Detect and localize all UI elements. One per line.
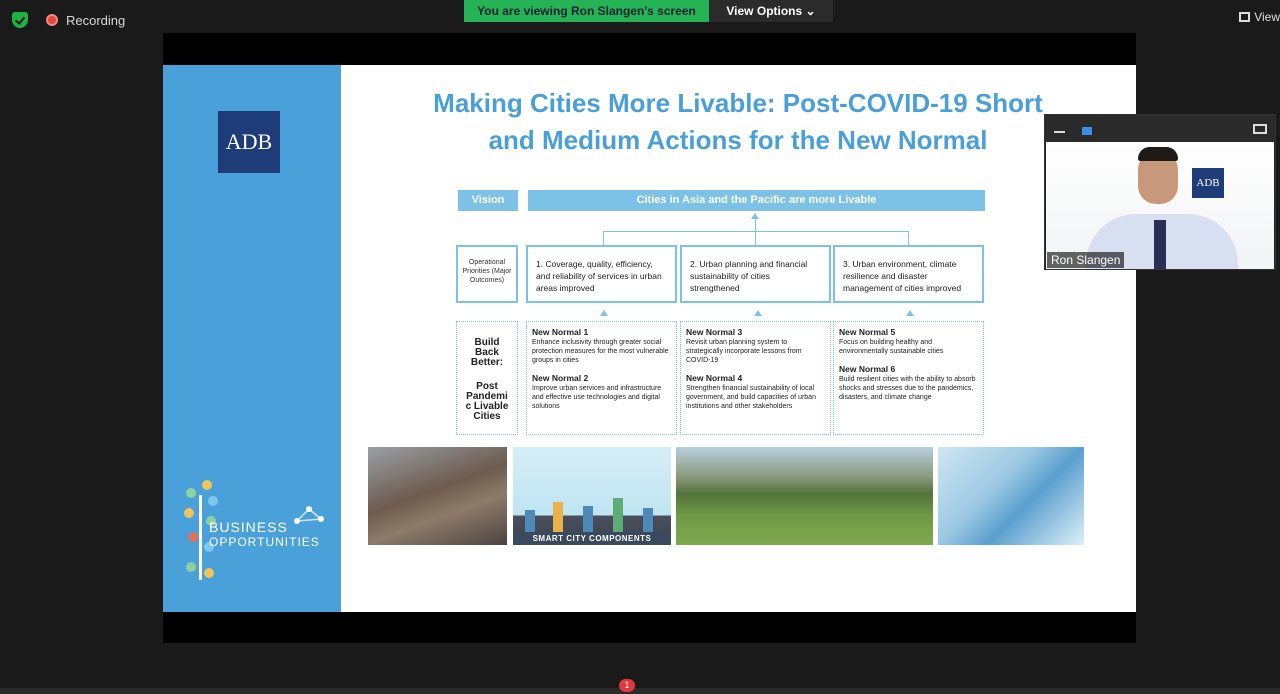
city-aerial-photo xyxy=(368,447,507,545)
new-normal-box-3 xyxy=(833,321,984,435)
network-icon xyxy=(291,501,327,531)
view-button-label: View xyxy=(1254,10,1280,24)
bbb-label-2: Post Pandemi c Livable Cities xyxy=(465,381,509,422)
nn5-text: Focus on building healthy and environmentally sustainable cities xyxy=(839,339,944,355)
vision-statement: Cities in Asia and the Pacific are more Livable xyxy=(528,190,985,211)
view-button[interactable] xyxy=(1239,10,1280,24)
slide-title-line-2: and Medium Actions for the New Normal xyxy=(488,125,988,155)
building-shape xyxy=(613,498,623,532)
nn2-heading: New Normal 2 xyxy=(532,373,589,383)
nn6-heading: New Normal 6 xyxy=(839,364,896,374)
meeting-topbar xyxy=(0,0,1280,36)
slide-sidebar xyxy=(163,65,341,612)
arrow-up-icon xyxy=(906,310,914,316)
tagline-line-2: OPPORTUNITIES xyxy=(209,535,320,549)
building-shape xyxy=(643,508,653,532)
building-shape xyxy=(525,510,535,532)
person-tie xyxy=(1154,220,1166,269)
slide-title xyxy=(353,85,1123,159)
connector-line xyxy=(755,231,756,245)
presentation-slide xyxy=(163,65,1136,612)
view-options-button[interactable] xyxy=(709,0,833,22)
connector-line xyxy=(908,231,909,245)
video-thumbnail[interactable] xyxy=(1044,114,1276,270)
outcome-box-2: 2. Urban planning and financial sustainability of cities strengthened xyxy=(680,245,831,303)
video-thumbnail-toolbar xyxy=(1045,115,1275,142)
smart-city-illustration xyxy=(513,447,671,545)
meeting-controls-bar xyxy=(0,688,1280,694)
smart-city-caption: SMART CITY COMPONENTS xyxy=(513,532,671,545)
chevron-down-icon: ⌄ xyxy=(805,4,816,18)
recording-label: Recording xyxy=(66,13,126,28)
nn3-heading: New Normal 3 xyxy=(686,327,743,337)
nn5-heading: New Normal 5 xyxy=(839,327,896,337)
climate-city-illustration xyxy=(938,447,1084,545)
new-normal-box-1 xyxy=(526,321,677,435)
nn1-text: Enhance inclusivity through greater social protection measures for the most vulnerable groups in cities xyxy=(532,339,669,364)
minimize-icon[interactable] xyxy=(1054,131,1065,133)
recording-icon[interactable] xyxy=(46,14,58,26)
nn1-heading: New Normal 1 xyxy=(532,327,589,337)
vision-label: Vision xyxy=(458,190,518,211)
slide-title-line-1: Making Cities More Livable: Post-COVID-19 Short xyxy=(433,88,1043,118)
adb-logo: ADB xyxy=(1192,168,1224,198)
outcome-box-1: 1. Coverage, quality, efficiency, and reliability of services in urban areas improved xyxy=(526,245,677,303)
arrow-up-icon xyxy=(600,310,608,316)
nn2-text: Improve urban services and infrastructure and effective use technologies and digital solutions xyxy=(532,385,662,410)
building-shape xyxy=(583,506,593,532)
park-photo xyxy=(676,447,933,545)
new-normal-box-2 xyxy=(680,321,831,435)
arrow-up-icon xyxy=(751,213,759,219)
nn4-heading: New Normal 4 xyxy=(686,373,743,383)
person-hair xyxy=(1138,147,1178,161)
adb-logo: ADB xyxy=(218,111,280,173)
viewing-screen-banner: You are viewing Ron Slangen's screen xyxy=(464,0,709,22)
security-shield-icon[interactable] xyxy=(12,12,28,28)
participant-video xyxy=(1046,142,1274,269)
tagline-line-1: BUSINESS xyxy=(209,519,288,535)
nn6-text: Build resilient cities with the ability to absorb shocks and stresses due to the pandemics, disasters, and climate change xyxy=(839,376,976,401)
operational-priorities-label: Operational Priorities (Major Outcomes) xyxy=(456,245,518,303)
building-shape xyxy=(553,502,563,532)
participant-name: Ron Slangen xyxy=(1047,252,1124,268)
bbb-label-1: Build Back Better: xyxy=(470,337,504,368)
view-options-label: View Options xyxy=(726,4,803,18)
active-speaker-icon[interactable] xyxy=(1082,127,1092,135)
grid-view-icon xyxy=(1239,12,1250,22)
nn4-text: Strengthen financial sustainability of local government, and build capacities of urban institutions and other stakeholders xyxy=(686,385,816,410)
outcome-box-3: 3. Urban environment, climate resilience and disaster management of cities improved xyxy=(833,245,984,303)
expand-icon[interactable] xyxy=(1253,124,1267,134)
build-back-better-label xyxy=(456,321,518,435)
notification-badge: 1 xyxy=(619,679,635,692)
arrow-up-icon xyxy=(754,310,762,316)
nn3-text: Revisit urban planning system to strategically incorporate lessons from COVID-19 xyxy=(686,339,802,364)
connector-line xyxy=(603,231,604,245)
connector-line xyxy=(755,218,756,231)
